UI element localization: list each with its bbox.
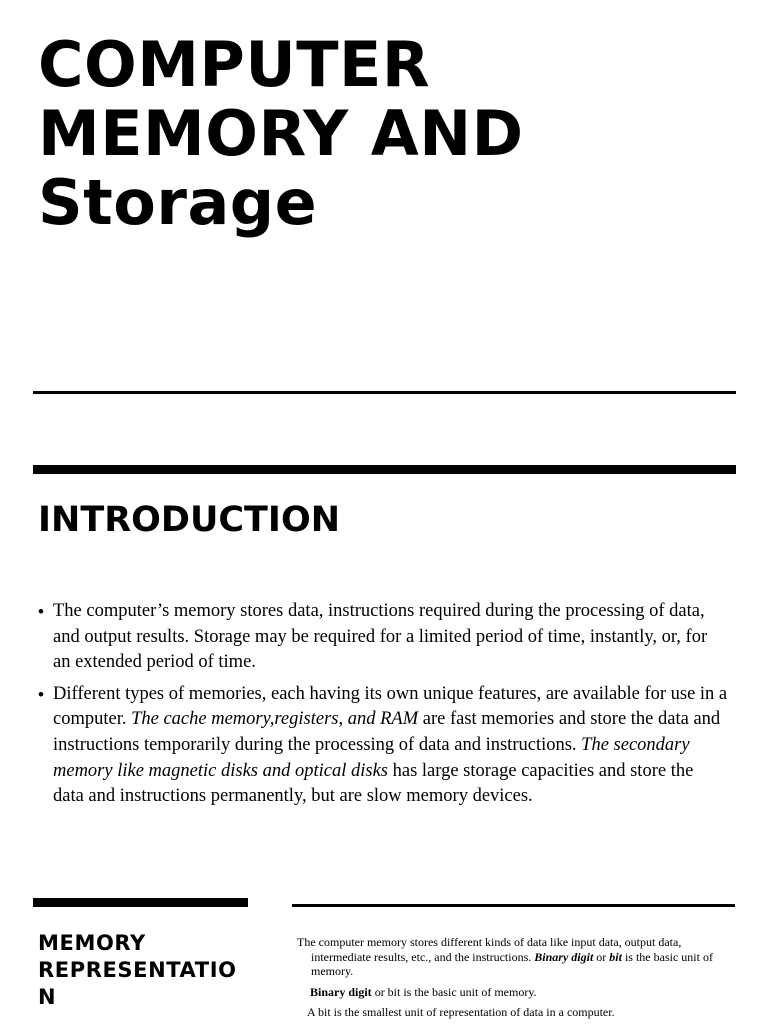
heading-line-2: REPRESENTATIO: [38, 958, 237, 982]
title-line-2: MEMORY AND: [38, 97, 524, 170]
bullet-item: [38, 682, 728, 810]
para-1-bold-1: Binary digit: [534, 949, 594, 964]
para-2-bold: Binary digit: [310, 984, 372, 999]
memory-section-rule-right: [292, 904, 735, 907]
memory-paragraph-2: [297, 985, 717, 1000]
bullet-2-emphasis-1: The cache memory,registers, and RAM: [131, 709, 419, 730]
para-1-text-3: is the basic unit of memory.: [311, 949, 713, 979]
memory-paragraph-3: A bit is the smallest unit of representation of data in a computer.: [307, 1005, 615, 1020]
bullet-2-emphasis-2: The secondary memory like magnetic disks and optical disks: [53, 734, 690, 781]
memory-paragraph-1: [297, 935, 717, 979]
page-title: [38, 30, 598, 237]
bullet-2-text-1: Different types of memories, each having its own unique features, are available for use in a computer.: [53, 683, 728, 730]
memory-representation-heading: [38, 930, 253, 1011]
heading-line-1: MEMORY: [38, 931, 146, 955]
para-1-bold-2: bit: [609, 949, 622, 964]
section-divider-thick: [33, 465, 736, 474]
bullet-2-text-2: are fast memories and store the data and instructions temporarily during the processing of data and instructions.: [53, 709, 721, 755]
para-1-text-1: The computer memory stores different kinds of data like input data, output data, intermediate results, etc., and the instructions.: [297, 935, 682, 964]
para-1-text-2: or: [593, 949, 610, 964]
title-line-3: Storage: [38, 166, 318, 239]
heading-line-3: N: [38, 985, 57, 1009]
title-divider: [33, 391, 736, 394]
bullet-item: [38, 599, 728, 676]
memory-section-bar-left: [33, 898, 248, 907]
para-2-text: or bit is the basic unit of memory.: [371, 984, 537, 999]
memory-representation-body: [297, 935, 717, 1026]
introduction-heading: INTRODUCTION: [38, 500, 340, 540]
title-line-1: COMPUTER: [38, 28, 431, 101]
bullet-2-text-3: has large storage capacities and store the data and instructions permanently, but are slow memory devices.: [53, 760, 694, 807]
introduction-bullet-list: [38, 599, 728, 816]
bullet-1-text: The computer’s memory stores data, instructions required during the processing of data, and output results. Storage may be required for a limited period of time, instantly, or, for an extended period of time.: [53, 601, 708, 673]
